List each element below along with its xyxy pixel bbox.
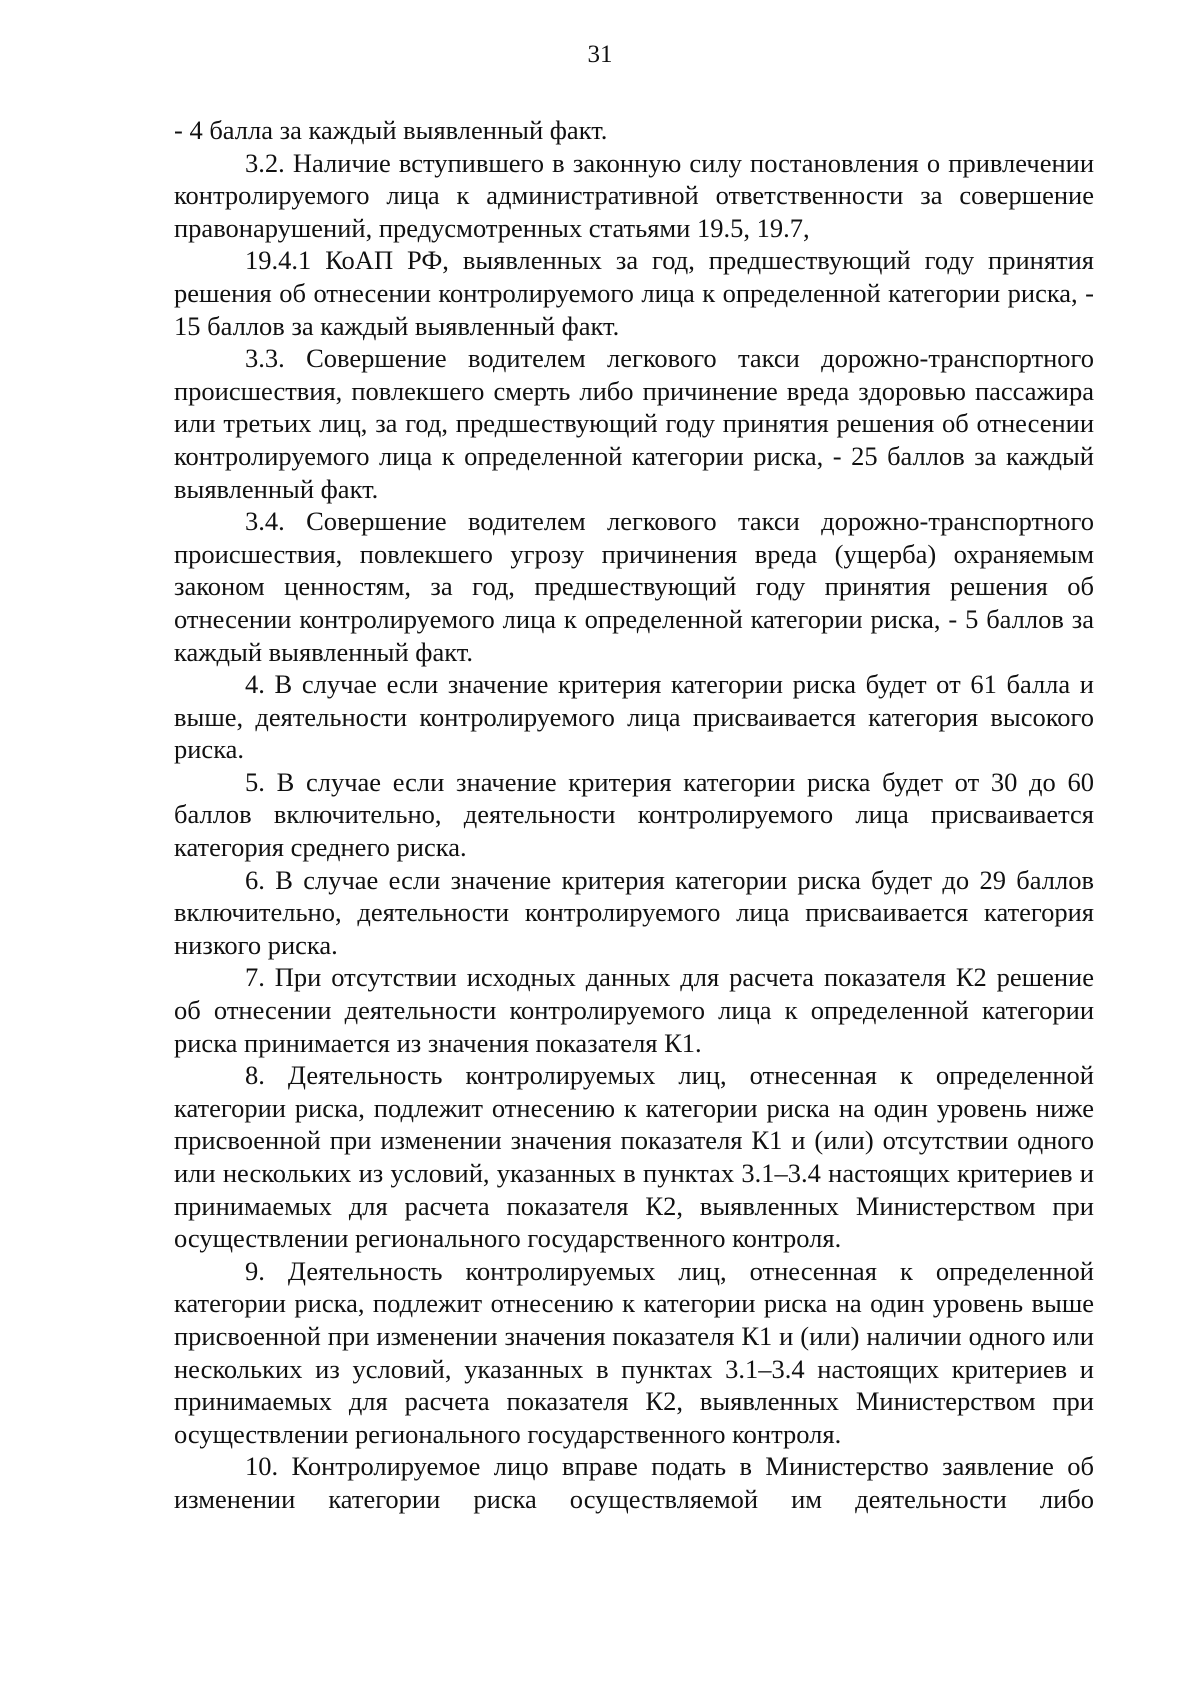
paragraph-5: 5. В случае если значение критерия категории риска будет от 30 до 60 баллов включительно, деятельности контролируемого лица присваивается категория среднего риска. bbox=[174, 766, 1094, 863]
paragraph-7: 7. При отсутствии исходных данных для расчета показателя К2 решение об отнесении деятельности контролируемого лица к определенной категории риска принимается из значения показателя К1. bbox=[174, 962, 1094, 1058]
paragraph-9: 9. Деятельность контролируемых лиц, отнесенная к определенной категории риска, подлежит отнесению к категории риска на один уровень выше присвоенной при изменении значения показателя К1 и (или) наличии одного или нескольких из условий, указанных в пунктах 3.1–3.4 настоящих критериев и принимаемых для расчета показателя К2, выявленных Министерством при осуществлении регионального государственного контроля. bbox=[174, 1255, 1094, 1449]
paragraph-continuation: - 4 балла за каждый выявленный факт. bbox=[174, 115, 608, 145]
paragraph-3-3: 3.3. Совершение водителем легкового такси дорожно-транспортного происшествия, повлекшего смерть либо причинение вреда здоровью пассажира или третьих лиц, за год, предшествующий году принятия решения об отнесении контролируемого лица к определенной категории риска, - 25 баллов за каждый выявленный факт. bbox=[174, 343, 1094, 504]
paragraph-3-4: 3.4. Совершение водителем легкового такси дорожно-транспортного происшествия, повлекшего угрозу причинения вреда (ущерба) охраняемым законом ценностям, за год, предшествующий году принятия решения об отнесении контролируемого лица к определенной категории риска, - 5 баллов за каждый выявленный факт. bbox=[174, 506, 1094, 667]
paragraph-8: 8. Деятельность контролируемых лиц, отнесенная к определенной категории риска, подлежит отнесению к категории риска на один уровень ниже присвоенной при изменении значения показателя К1 и (или) отсутствии одного или нескольких из условий, указанных в пунктах 3.1–3.4 настоящих критериев и принимаемых для расчета показателя К2, выявленных Министерством при осуществлении регионального государственного контроля. bbox=[174, 1060, 1094, 1254]
paragraph-4: 4. В случае если значение критерия категории риска будет от 61 балла и выше, деятельности контролируемого лица присваивается категория высокого риска. bbox=[174, 669, 1094, 765]
page-number: 31 bbox=[587, 41, 613, 68]
paragraph-6: 6. В случае если значение критерия категории риска будет до 29 баллов включительно, деятельности контролируемого лица присваивается категория низкого риска. bbox=[174, 864, 1094, 960]
document-body bbox=[174, 114, 1094, 1516]
paragraph-10: 10. Контролируемое лицо вправе подать в Министерство заявление об изменении категории риска осуществляемой им деятельности либо bbox=[174, 1451, 1094, 1514]
paragraph-3-2-continued: 19.4.1 КоАП РФ, выявленных за год, предшествующий году принятия решения об отнесении контролируемого лица к определенной категории риска, - 15 баллов за каждый выявленный факт. bbox=[174, 245, 1094, 341]
paragraph-3-2: 3.2. Наличие вступившего в законную силу постановления о привлечении контролируемого лица к административной ответственности за совершение правонарушений, предусмотренных статьями 19.5, 19.7, bbox=[174, 147, 1094, 243]
